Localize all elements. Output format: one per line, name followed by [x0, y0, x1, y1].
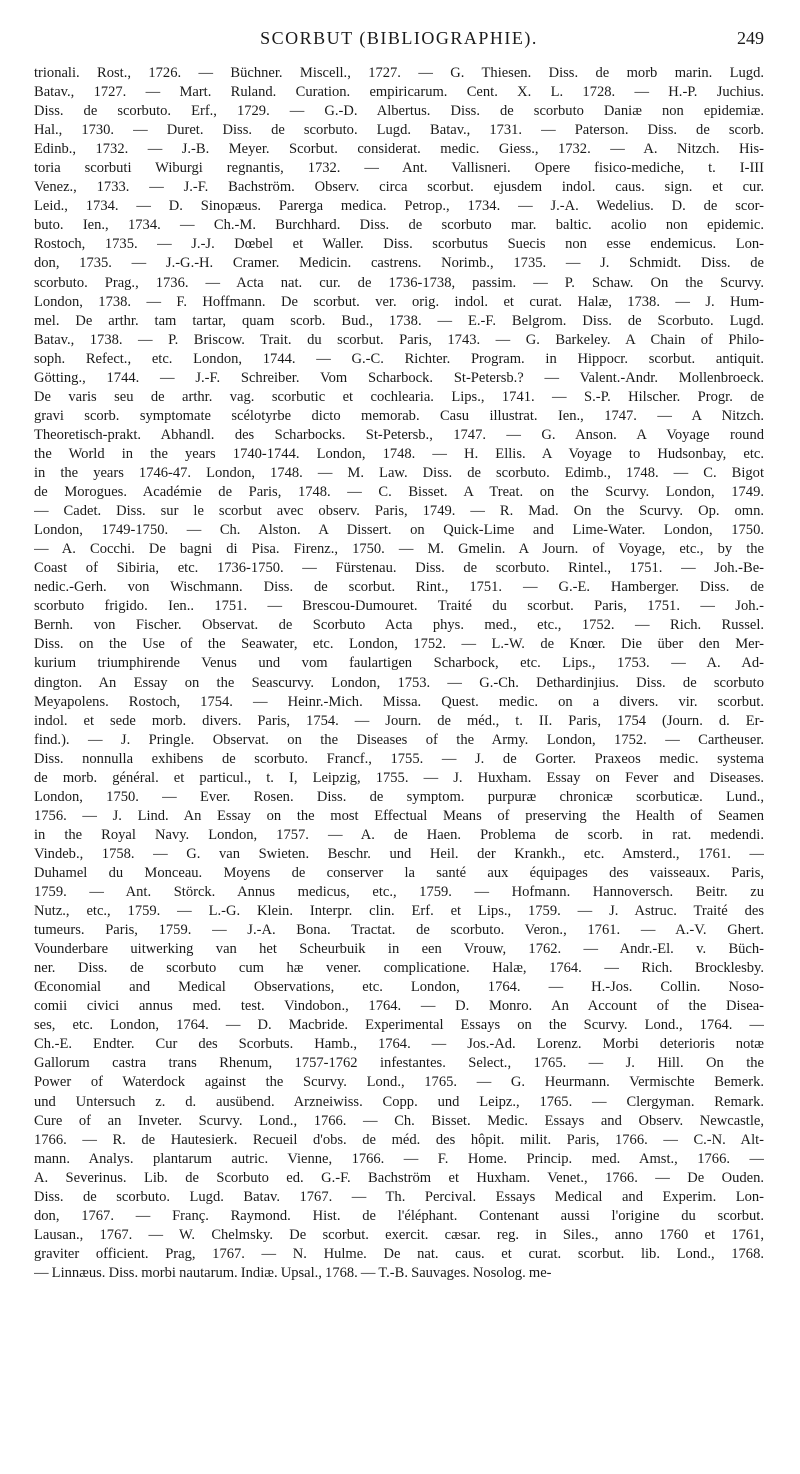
text-line: soph. Refect., etc. London, 1744. — G.-C. Richter. Program. in Hippocr. scorbut. antiquit.: [34, 350, 764, 367]
text-line: Diss. de scorbuto. Erf., 1729. — G.-D. Albertus. Diss. de scorbuto Daniæ non epidemiæ.: [34, 103, 764, 120]
text-line: Venez., 1733. — J.-F. Bachström. Observ. circa scorbut. ejusdem indol. caus. sign. et cur.: [34, 179, 764, 196]
text-line: Lausan., 1767. — W. Chelmsky. De scorbut. exercit. cæsar. reg. in Siles., anno 1760 et 1761,: [34, 1226, 764, 1243]
text-line: 1756. — J. Lind. An Essay on the most Effectual Means of preserving the Health of Seamen: [34, 807, 764, 824]
text-line: Ch.-E. Endter. Cur des Scorbuts. Hamb., 1764. — Jos.-Ad. Lorenz. Morbi deterioris notæ: [34, 1036, 764, 1053]
bibliography-text: [34, 64, 764, 1283]
text-line: scorbuto. Prag., 1736. — Acta nat. cur. de 1736-1738, passim. — P. Schaw. On the Scurvy.: [34, 274, 764, 291]
page-header: [34, 28, 764, 58]
text-line: in the Royal Navy. London, 1757. — A. de Haen. Problema de scorb. in rat. medendi.: [34, 826, 764, 843]
text-line: the World in the years 1740-1744. London, 1748. — H. Ellis. A Voyage to Hudsonbay, etc.: [34, 445, 764, 462]
text-line: de Morogues. Académie de Paris, 1748. — C. Bisset. A Treat. on the Scurvy. London, 1749.: [34, 484, 764, 501]
text-line: Cure of an Inveter. Scurvy. Lond., 1766. — Ch. Bisset. Medic. Essays and Observ. Newcastle,: [34, 1112, 764, 1129]
text-line: mel. De arthr. tam tartar, quam scorb. Bud., 1738. — E.-F. Belgrom. Diss. de Scorbuto. Lugd.: [34, 312, 764, 329]
text-line: 1766. — R. de Hautesierk. Recueil d'obs. de méd. des hôpit. milit. Paris, 1766. — C.-N. Alt-: [34, 1131, 764, 1148]
text-line: Hal., 1730. — Duret. Diss. de scorbuto. Lugd. Batav., 1731. — Paterson. Diss. de scorb.: [34, 122, 764, 139]
text-line: don, 1735. — J.-G.-H. Cramer. Medicin. castrens. Norimb., 1735. — J. Schmidt. Diss. de: [34, 255, 764, 272]
text-line: London, 1750. — Ever. Rosen. Diss. de symptom. purpuræ chronicæ scorbuticæ. Lund.,: [34, 788, 764, 805]
text-line: Vindeb., 1758. — G. van Swieten. Beschr. und Heil. der Krankh., etc. Amsterd., 1761. —: [34, 845, 764, 862]
text-line: ner. Diss. de scorbuto cum hæ vener. complicatione. Halæ, 1764. — Rich. Brocklesby.: [34, 960, 764, 977]
text-line: Diss. nonnulla exhibens de scorbuto. Francf., 1755. — J. de Gorter. Praxeos medic. systema: [34, 750, 764, 767]
text-line: toria scorbuti Wiburgi regnantis, 1732. — Ant. Vallisneri. Opere fisico-mediche, t. I-III: [34, 160, 764, 177]
text-line: Diss. on the Use of the Seawater, etc. London, 1752. — L.-W. de Knœr. Die über den Mer-: [34, 636, 764, 653]
text-line: scorbuto frigido. Ien.. 1751. — Brescou-Dumouret. Traité du scorbut. Paris, 1751. — Joh.-: [34, 598, 764, 615]
text-line: graviter officient. Prag, 1767. — N. Hulme. De nat. caus. et curat. scorbut. lib. Lond., 1768.: [34, 1245, 764, 1262]
text-line: comii civici annus med. test. Vindobon., 1764. — D. Monro. An Account of the Disea-: [34, 998, 764, 1015]
text-line: trionali. Rost., 1726. — Büchner. Miscell., 1727. — G. Thiesen. Diss. de morb marin. Lugd.: [34, 65, 764, 81]
text-line: Bernh. von Fischer. Observat. de Scorbuto Acta phys. med., etc., 1752. — Rich. Russel.: [34, 617, 764, 634]
text-line: Theoretisch-prakt. Abhandl. des Scharbocks. St-Petersb., 1747. — G. Anson. A Voyage round: [34, 426, 764, 443]
text-line: Götting., 1744. — J.-F. Schreiber. Vom Scharbock. St-Petersb.? — Valent.-Andr. Mollenbroeck.: [34, 369, 764, 386]
text-line: in the years 1746-47. London, 1748. — M. Law. Diss. de scorbuto. Edimb., 1748. — C. Bigot: [34, 464, 764, 481]
running-head: SCORBUT (BIBLIOGRAPHIE).: [260, 28, 538, 48]
text-line: gravi scorb. symptomate scélotyrbe dicto memorab. Casu illustrat. Ien., 1747. — A Nitzch.: [34, 407, 764, 424]
text-line: Œconomial and Medical Observations, etc. London, 1764. — H.-Jos. Collin. Noso-: [34, 979, 764, 996]
text-line: London, 1738. — F. Hoffmann. De scorbut. ver. orig. indol. et curat. Halæ, 1738. — J. Hum-: [34, 293, 764, 310]
text-line: don, 1767. — Franç. Raymond. Hist. de l'éléphant. Contenant aussi l'origine du scorbut.: [34, 1207, 764, 1224]
text-line: 1759. — Ant. Störck. Annus medicus, etc., 1759. — Hofmann. Hannoversch. Beitr. zu: [34, 884, 764, 901]
text-line: tumeurs. Paris, 1759. — J.-A. Bona. Tractat. de scorbuto. Veron., 1761. — A.-V. Ghert.: [34, 922, 764, 939]
text-line: Edinb., 1732. — J.-B. Meyer. Scorbut. considerat. medic. Giess., 1732. — A. Nitzch. His-: [34, 141, 764, 158]
text-line: De varis seu de arthr. vag. scorbutic et cochlearia. Lips., 1741. — S.-P. Hilscher. Progr. de: [34, 388, 764, 405]
text-line: London, 1749-1750. — Ch. Alston. A Dissert. on Quick-Lime and Lime-Water. London, 1750.: [34, 522, 764, 539]
text-line: Batav., 1738. — P. Briscow. Trait. du scorbut. Paris, 1743. — G. Barkeley. A Chain of Philo-: [34, 331, 764, 348]
text-line: Vounderbare uitwerking van het Scheurbuik in een Vrouw, 1762. — Andr.-El. v. Büch-: [34, 941, 764, 958]
text-line: Meyapolens. Rostoch, 1754. — Heinr.-Mich. Missa. Quest. medic. on a divers. vir. scorbut.: [34, 693, 764, 710]
text-line: indol. et sede morb. divers. Paris, 1754. — Journ. de méd., t. II. Paris, 1754 (Journ. d. Er-: [34, 712, 764, 729]
text-line: buto. Ien., 1734. — Ch.-M. Burchhard. Diss. de scorbuto mar. baltic. acolio non epidemic.: [34, 217, 764, 234]
text-line: Batav., 1727. — Mart. Ruland. Curation. empiricarum. Cent. X. L. 1728. — H.-P. Juchius.: [34, 84, 764, 101]
text-line: — A. Cocchi. De bagni di Pisa. Firenz., 1750. — M. Gmelin. A Journ. of Voyage, etc., by the: [34, 541, 764, 558]
text-line: und Untersuch z. d. ausübend. Arzneiwiss. Copp. und Leipz., 1765. — Clergyman. Remark.: [34, 1093, 764, 1110]
text-line: mann. Analys. plantarum autric. Vienne, 1766. — F. Home. Princip. med. Amst., 1766. —: [34, 1150, 764, 1167]
text-line: Leid., 1734. — D. Sinopæus. Parerga medica. Petrop., 1734. — J.-A. Wedelius. D. de scor-: [34, 198, 764, 215]
text-line: Rostoch, 1735. — J.-J. Dœbel et Waller. Diss. scorbutus Suecis non esse endemicus. Lon-: [34, 236, 764, 253]
text-line: Coast of Sibiria, etc. 1736-1750. — Fürstenau. Diss. de scorbuto. Rintel., 1751. — Joh.-Be-: [34, 560, 764, 577]
text-line: Gallorum castra trans Rhenum, 1757-1762 infestantes. Select., 1765. — J. Hill. On the: [34, 1055, 764, 1072]
text-line: dington. An Essay on the Seascurvy. London, 1753. — G.-Ch. Dethardinjius. Diss. de scorbuto: [34, 674, 764, 691]
text-line: kurium triumphirende Venus und vom faulartigen Scharbock, etc. Lips., 1753. — A. Ad-: [34, 655, 764, 672]
text-line: — Cadet. Diss. sur le scorbut avec observ. Paris, 1749. — R. Mad. On the Scurvy. Op. omn.: [34, 503, 764, 520]
text-line: nedic.-Gerh. von Wischmann. Diss. de scorbut. Rint., 1751. — G.-E. Hamberger. Diss. de: [34, 579, 764, 596]
text-line: find.). — J. Pringle. Observat. on the Diseases of the Army. London, 1752. — Cartheuser.: [34, 731, 764, 748]
text-line: ses, etc. London, 1764. — D. Macbride. Experimental Essays on the Scurvy. Lond., 1764. —: [34, 1017, 764, 1034]
text-line: A. Severinus. Lib. de Scorbuto ed. G.-F. Bachström et Huxham. Venet., 1766. — De Ouden.: [34, 1169, 764, 1186]
page-number: 249: [737, 28, 764, 48]
text-line: Nutz., etc., 1759. — L.-G. Klein. Interpr. clin. Erf. et Lips., 1759. — J. Astruc. Traité des: [34, 903, 764, 920]
text-line: Diss. de scorbuto. Lugd. Batav. 1767. — Th. Percival. Essays Medical and Experim. Lon-: [34, 1188, 764, 1205]
text-line: Duhamel du Monceau. Moyens de conserver la santé aux équipages des vaisseaux. Paris,: [34, 864, 764, 881]
text-line: Power of Waterdock against the Scurvy. Lond., 1765. — G. Heurmann. Vermischte Bemerk.: [34, 1074, 764, 1091]
text-line: — Linnæus. Diss. morbi nautarum. Indiæ. Upsal., 1768. — T.-B. Sauvages. Nosolog. me-: [34, 1264, 552, 1281]
text-line: de morb. général. et particul., t. I, Leipzig, 1755. — J. Huxham. Essay on Fever and Diseases.: [34, 769, 764, 786]
